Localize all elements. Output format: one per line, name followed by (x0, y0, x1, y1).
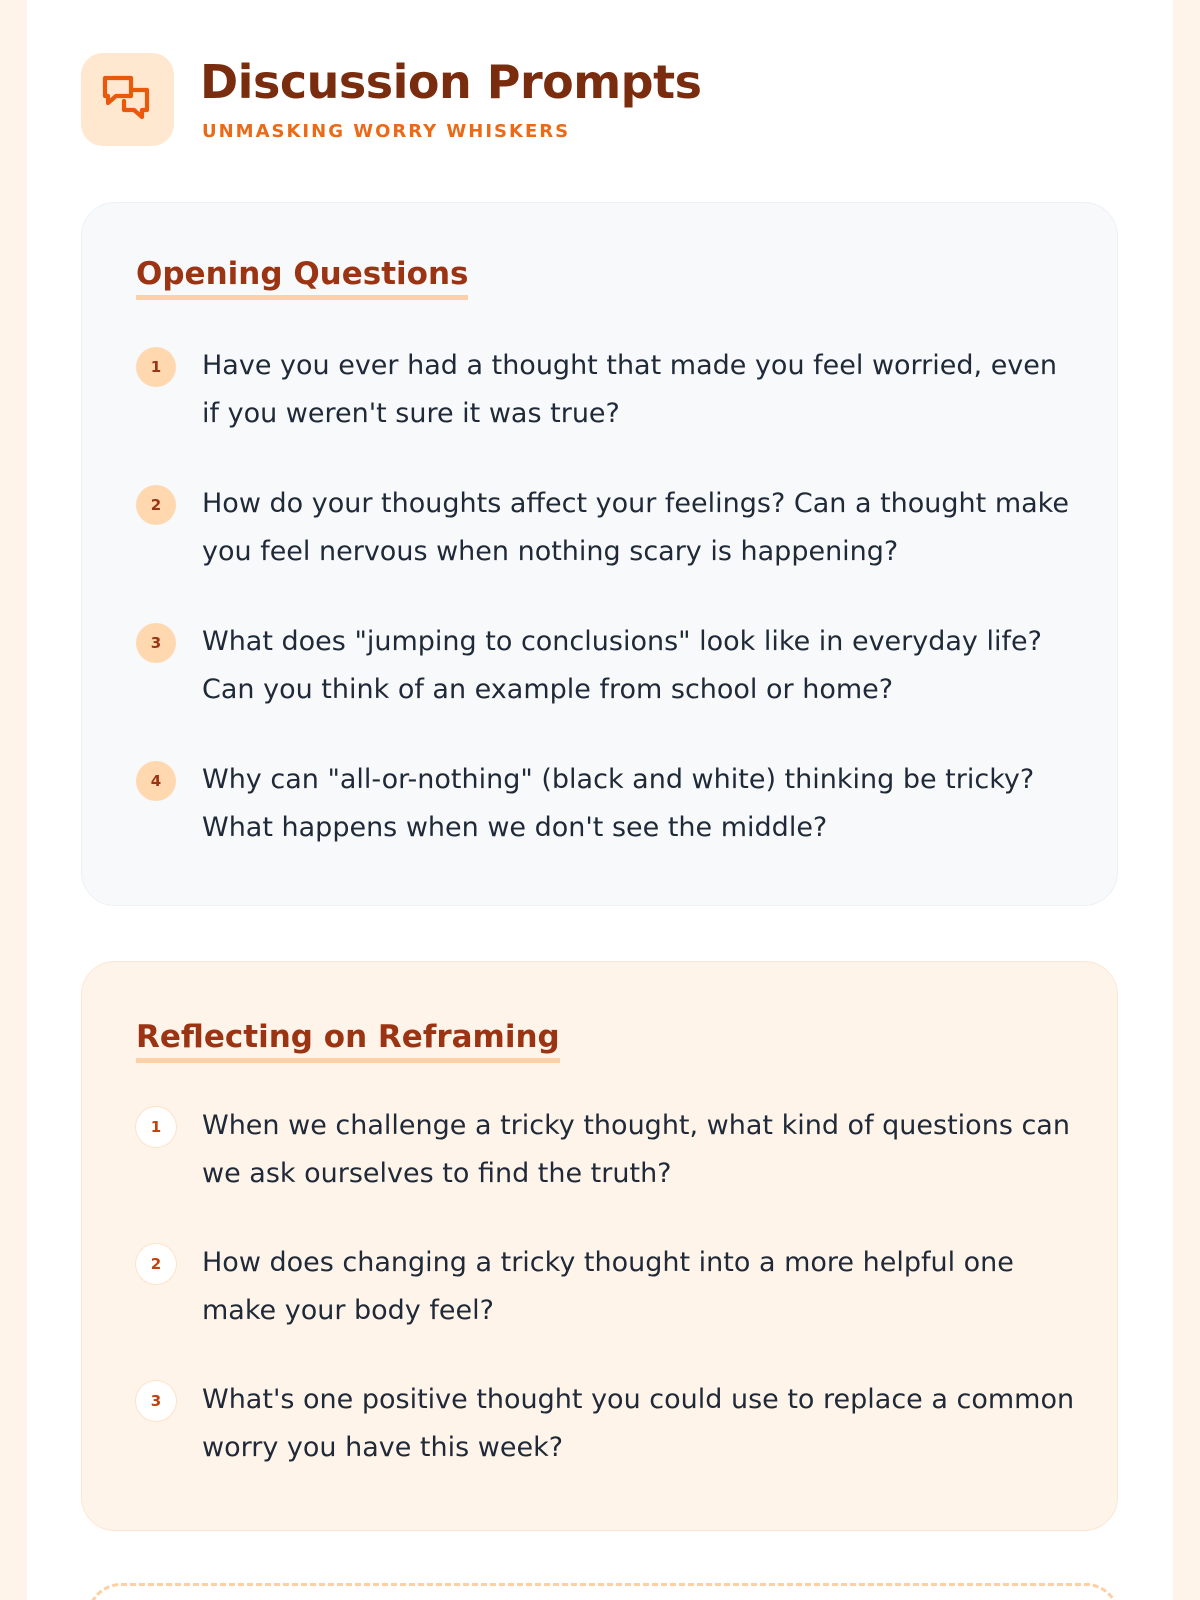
number-badge: 1 (136, 347, 176, 387)
prompt-item (136, 480, 1077, 576)
reframing-prompts-list (136, 1102, 1077, 1513)
dashed-card-partial (87, 1583, 1120, 1600)
page-subtitle: UNMASKING WORRY WHISKERS (202, 121, 571, 142)
number-badge: 3 (136, 1381, 176, 1421)
prompt-item (136, 342, 1077, 438)
opening-questions-card (81, 202, 1118, 906)
reflecting-on-reframing-card (81, 961, 1118, 1531)
prompt-item (136, 1102, 1077, 1198)
section-heading: Reflecting on Reframing (136, 1020, 560, 1063)
prompt-item (136, 756, 1077, 852)
number-badge: 1 (136, 1107, 176, 1147)
page-header (81, 53, 981, 146)
number-badge: 3 (136, 623, 176, 663)
page-title: Discussion Prompts (200, 55, 702, 109)
prompt-item (136, 1239, 1077, 1335)
prompt-item (136, 1376, 1077, 1472)
prompt-text: When we challenge a tricky thought, what kind of questions can we ask ourselves to find the truth? (202, 1110, 1070, 1189)
number-badge: 2 (136, 485, 176, 525)
prompt-text: How do your thoughts affect your feelings? Can a thought make you feel nervous when nothing scary is happening? (202, 488, 1069, 567)
prompt-text: Why can "all-or-nothing" (black and white) thinking be tricky? What happens when we don't see the middle? (202, 764, 1035, 843)
page (27, 0, 1173, 1600)
prompt-text: What does "jumping to conclusions" look like in everyday life? Can you think of an example from school or home? (202, 626, 1042, 705)
chat-bubbles-icon (81, 53, 174, 146)
number-badge: 2 (136, 1244, 176, 1284)
opening-questions-list (136, 342, 1077, 894)
prompt-text: How does changing a tricky thought into a more helpful one make your body feel? (202, 1247, 1014, 1326)
prompt-text: Have you ever had a thought that made you feel worried, even if you weren't sure it was true? (202, 350, 1058, 429)
number-badge: 4 (136, 761, 176, 801)
prompt-item (136, 618, 1077, 714)
prompt-text: What's one positive thought you could use to replace a common worry you have this week? (202, 1384, 1075, 1463)
section-heading: Opening Questions (136, 257, 468, 300)
